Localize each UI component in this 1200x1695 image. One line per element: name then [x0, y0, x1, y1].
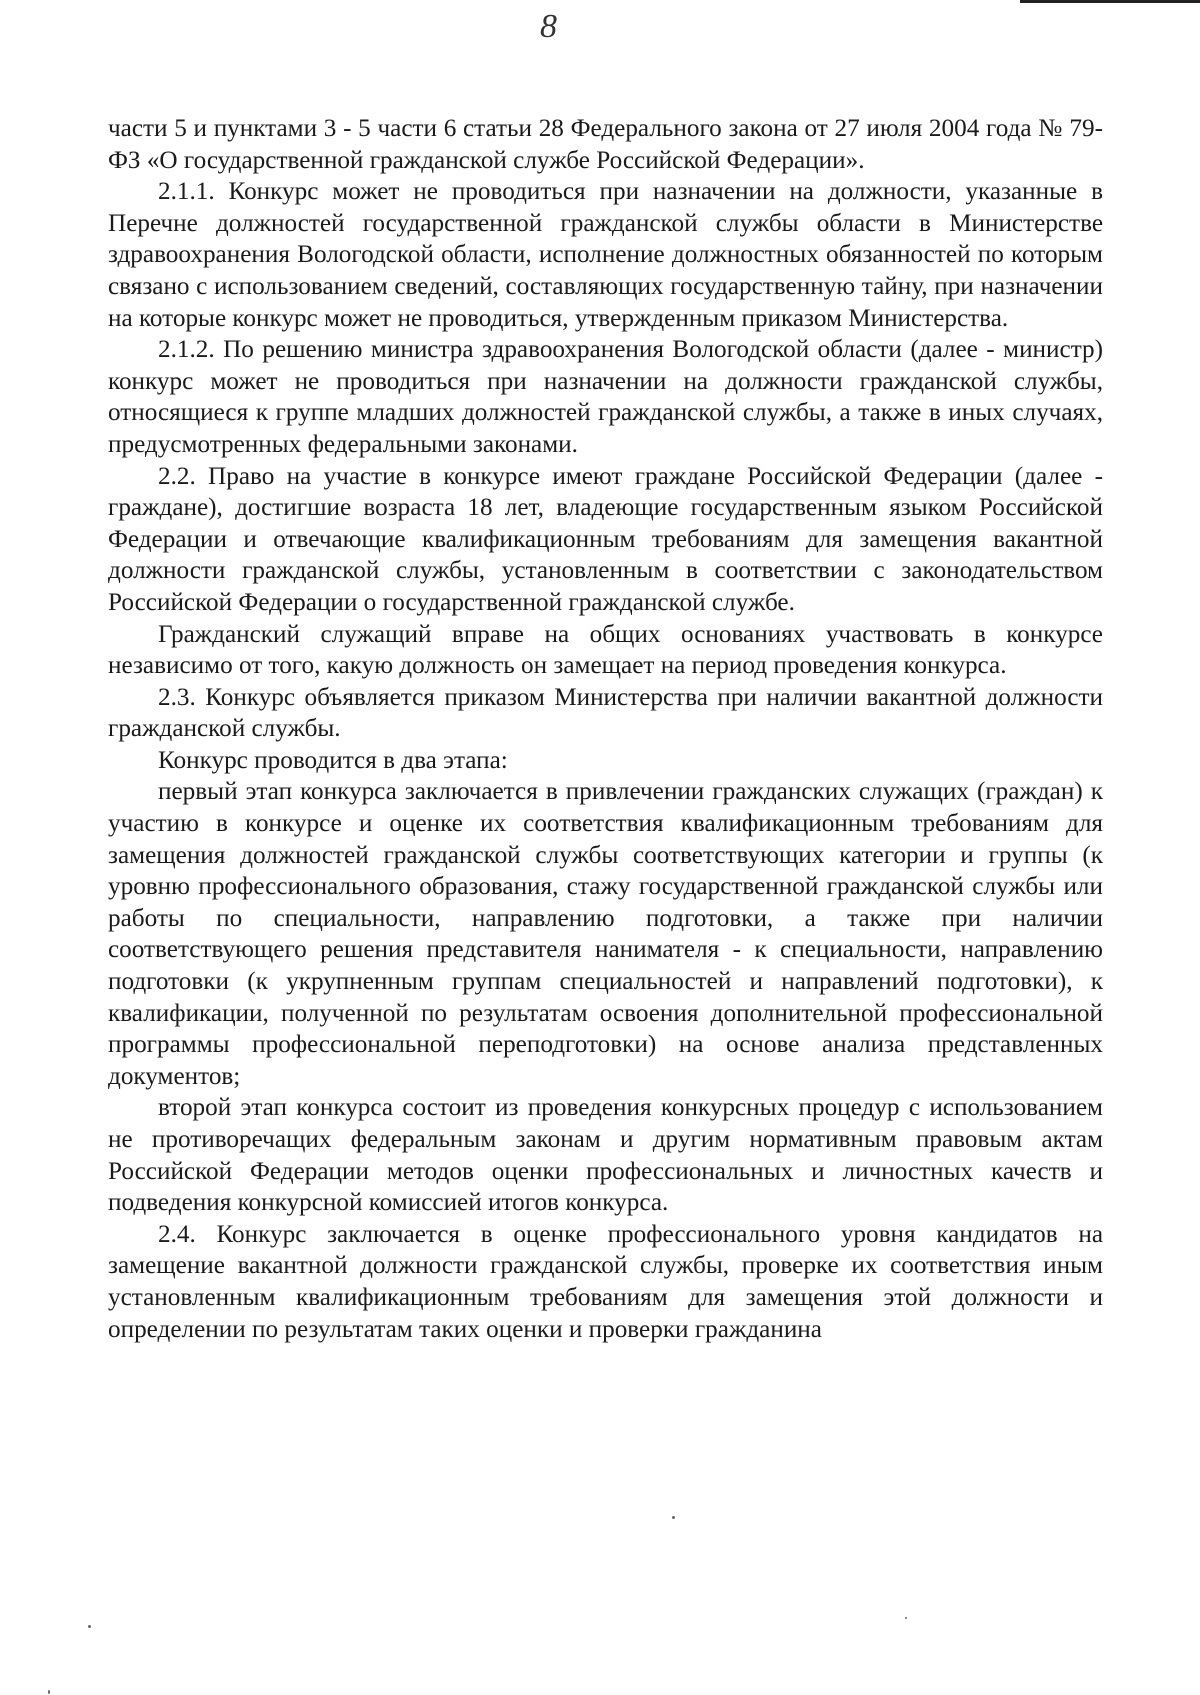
page-number: 8 — [540, 8, 557, 45]
scan-speck — [48, 1690, 50, 1694]
paragraph-2-4: 2.4. Конкурс заключается в оценке профессионального уровня кандидатов на замещение вакантной должности гражданской службы, проверке их соответствия иным установленным квалификационным требованиям для замещения этой должности и определении по результатам таких оценки и проверки гражданина — [108, 1220, 1103, 1343]
paragraph-2-1-2: 2.1.2. По решению министра здравоохранения Вологодской области (далее - министр) конкурс может не проводиться при назначении на должности гражданской службы, относящиеся к группе младших должностей гражданской службы, а также в иных случаях, предусмотренных федеральными законами. — [108, 336, 1103, 458]
scan-speck — [672, 1516, 675, 1519]
paragraph-civil-servant: Гражданский служащий вправе на общих основаниях участвовать в конкурсе независимо от того, какую должность он замещает на период проведения конкурса. — [108, 620, 1103, 680]
scan-speck — [88, 1625, 91, 1628]
scan-speck — [905, 1617, 907, 1619]
paragraph-second-stage: второй этап конкурса состоит из проведения конкурсных процедур с использованием не противоречащих федеральным законам и другим нормативным правовым актам Российской Федерации методов оценки профессиональных и личностных качеств и подведения конкурсной комиссией итогов конкурса. — [108, 1094, 1103, 1217]
paragraph-2-2: 2.2. Право на участие в конкурсе имеют граждане Российской Федерации (далее - граждане), достигшие возраста 18 лет, владеющие государственным языком Российской Федерации и отвечающие квалификационным требованиям для замещения вакантной должности гражданской службы, установленным в соответствии с законодательством Российской Федерации о государственной гражданской службе. — [108, 462, 1103, 616]
paragraph-first-stage: первый этап конкурса заключается в привлечении гражданских служащих (граждан) к участию в конкурсе и оценке их соответствия квалификационным требованиям для замещения должностей гражданской службы соответствующих категории и группы (к уровню профессионального образования, стажу государственной гражданской службы или работы по специальности, направлению подготовки, а также при наличии соответствующего решения представителя нанимателя - к специальности, направлению подготовки (к укрупненным группам специальностей и направлений подготовки), к квалификации, полученной по результатам освоения дополнительной профессиональной программы профессиональной переподготовки) на основе анализа представленных документов; — [108, 778, 1103, 1090]
document-body — [108, 113, 1103, 1345]
scan-edge-line — [1020, 0, 1200, 3]
paragraph-2-1-1: 2.1.1. Конкурс может не проводиться при назначении на должности, указанные в Перечне должностей государственной гражданской службы области в Министерстве здравоохранения Вологодской области, исполнение должностных обязанностей по которым связано с использованием сведений, составляющих государственную тайну, при назначении на которые конкурс может не проводиться, утвержденным приказом Министерства. — [108, 178, 1103, 332]
paragraph-2-3: 2.3. Конкурс объявляется приказом Министерства при наличии вакантной должности гражданской службы. — [108, 683, 1103, 743]
paragraph-two-stages: Конкурс проводится в два этапа: — [158, 746, 508, 774]
paragraph-continuation: части 5 и пунктами 3 - 5 части 6 статьи 28 Федерального закона от 27 июля 2004 года № 79-ФЗ «О государственной гражданской службе Российской Федерации». — [108, 115, 1103, 174]
